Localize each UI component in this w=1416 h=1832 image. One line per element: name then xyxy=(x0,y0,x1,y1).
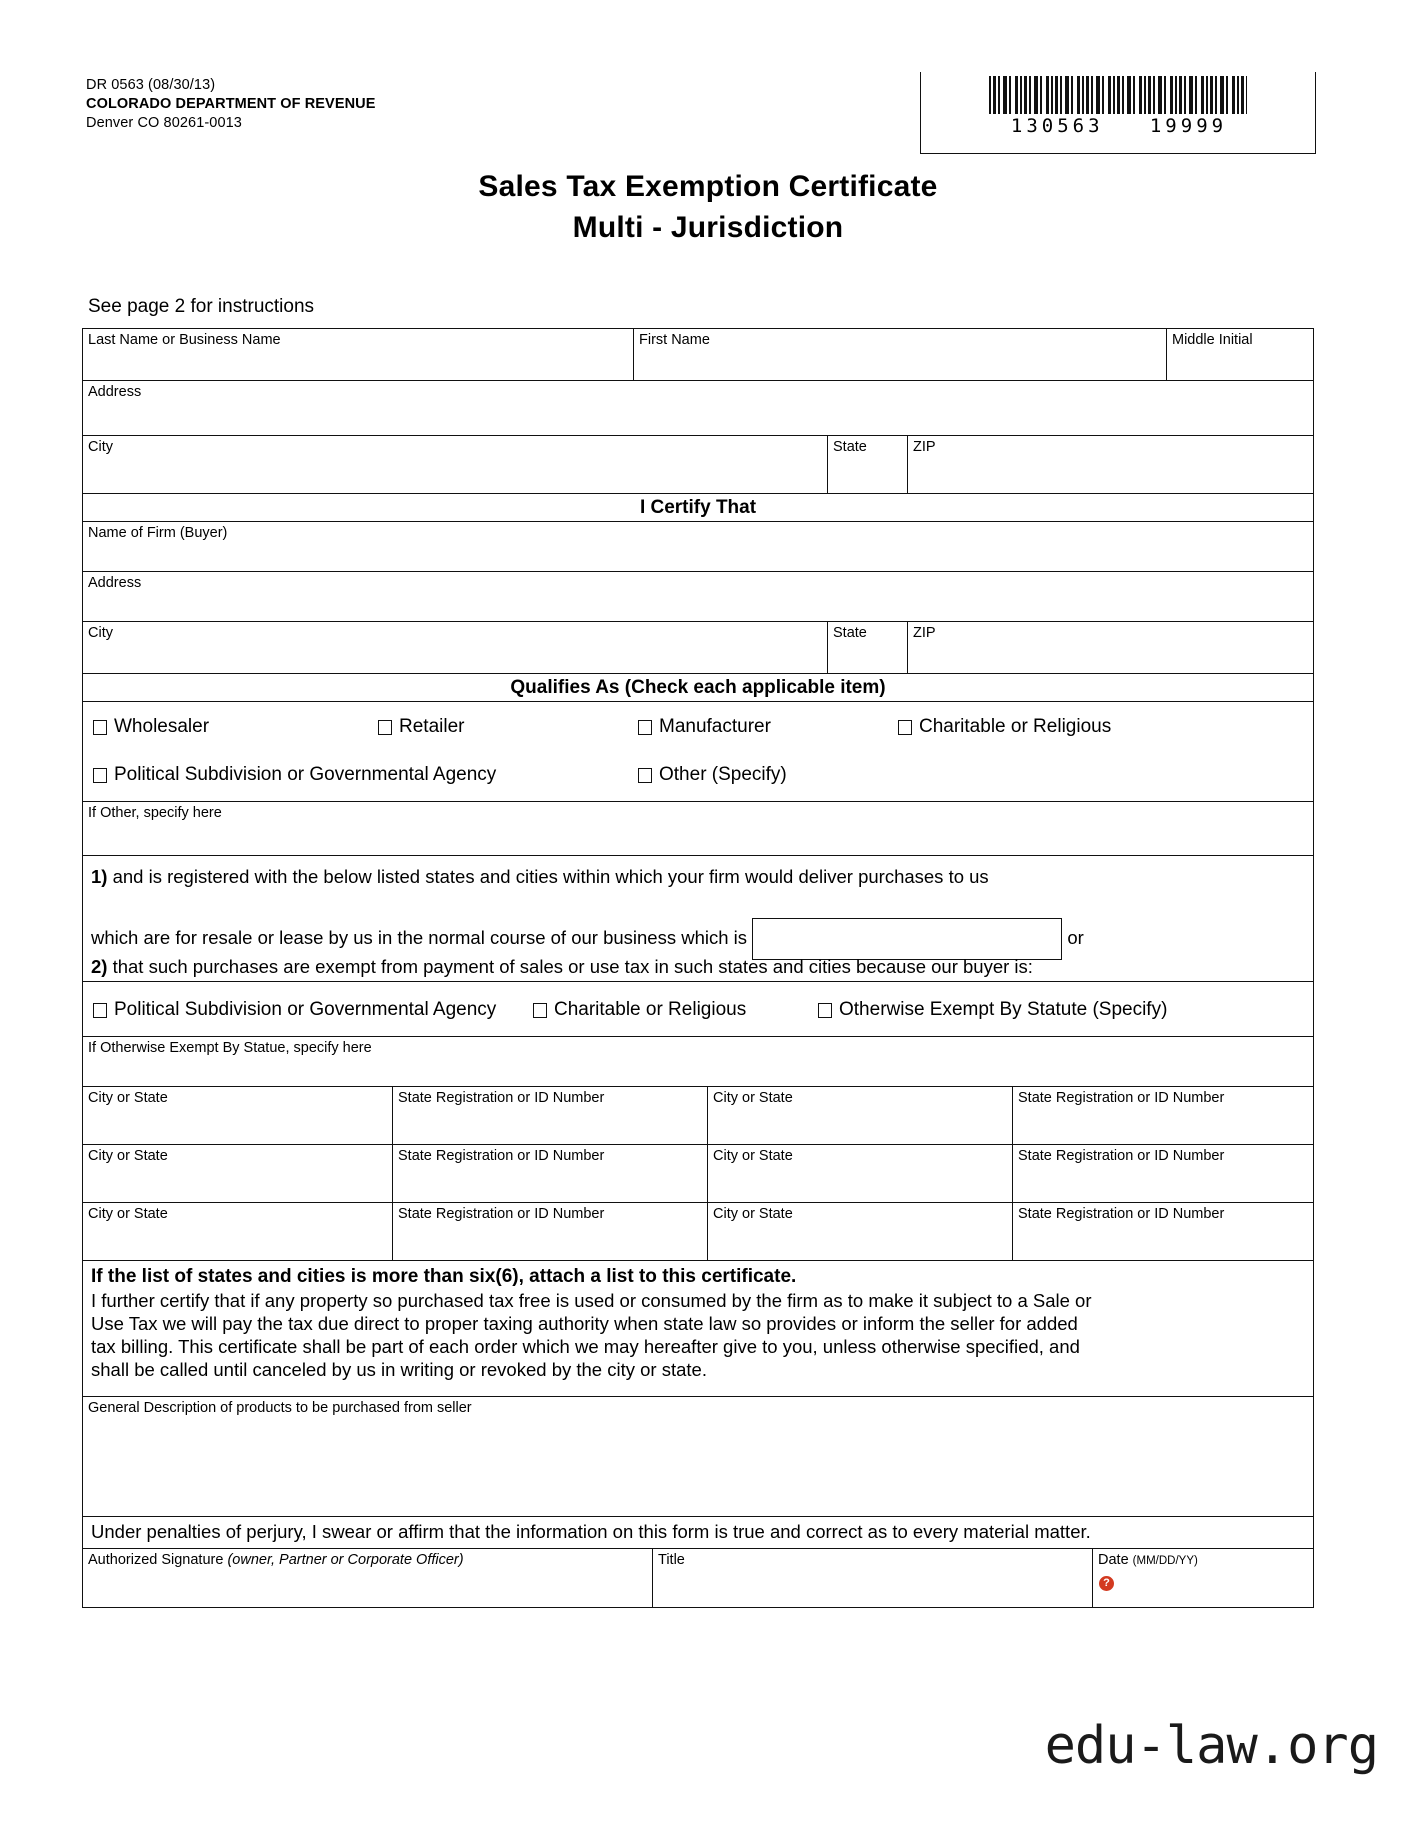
form-id-text: DR 0563 (08/30/13) xyxy=(86,77,216,93)
qualifies-row-2 xyxy=(83,752,1313,802)
general-description-field[interactable] xyxy=(83,1397,1313,1516)
city-or-state-label: City or State xyxy=(713,1148,793,1164)
firm-zip-field[interactable] xyxy=(908,622,1312,673)
page-title-line1: Sales Tax Exemption Certificate xyxy=(478,170,938,203)
barcode-inner xyxy=(989,76,1249,137)
date-field[interactable] xyxy=(1093,1549,1312,1607)
city-or-state-label: City or State xyxy=(88,1090,168,1106)
registration-label: State Registration or ID Number xyxy=(398,1206,605,1222)
city-label: City xyxy=(88,439,113,455)
city-or-state-cell-4[interactable] xyxy=(708,1145,1013,1202)
firm-address-label: Address xyxy=(88,575,142,591)
certification-body-line-2: Use Tax we will pay the tax due direct to proper taxing authority when state law so provides or inform the seller for added xyxy=(91,1313,1078,1334)
checkbox-label: Manufacturer xyxy=(659,716,771,737)
registration-cell-3[interactable] xyxy=(393,1145,708,1202)
checkbox-label: Political Subdivision or Governmental Agency xyxy=(114,999,497,1020)
firm-city-label: City xyxy=(88,625,113,641)
city-or-state-label: City or State xyxy=(88,1148,168,1164)
registration-label: State Registration or ID Number xyxy=(398,1148,605,1164)
firm-city-state-zip-row xyxy=(83,622,1313,674)
firm-name-field[interactable] xyxy=(83,522,1313,571)
checkbox-buyer-political-subdivision[interactable] xyxy=(93,999,496,1021)
date-format-hint: (MM/DD/YY) xyxy=(1132,1555,1198,1567)
clause1-text: and is registered with the below listed states and cities within which your firm would deliver purchases to us xyxy=(107,866,989,887)
city-field[interactable] xyxy=(83,436,828,493)
form-table xyxy=(82,328,1314,1608)
checkbox-icon[interactable] xyxy=(93,720,107,735)
registration-label: State Registration or ID Number xyxy=(1018,1090,1225,1106)
if-otherwise-exempt-field[interactable] xyxy=(83,1037,1313,1086)
firm-state-label: State xyxy=(833,625,867,641)
general-description-label: General Description of products to be purchased from seller xyxy=(88,1400,472,1416)
qualifies-band-row xyxy=(83,674,1313,702)
date-label xyxy=(1098,1551,1312,1570)
checkbox-label: Retailer xyxy=(399,716,465,737)
qualifies-band: Qualifies As (Check each applicable item) xyxy=(510,677,886,698)
registration-label: State Registration or ID Number xyxy=(1018,1206,1225,1222)
checkbox-buyer-charitable-religious[interactable] xyxy=(533,999,746,1021)
certify-band: I Certify That xyxy=(639,497,757,518)
checkbox-buyer-otherwise-exempt[interactable] xyxy=(818,999,1167,1021)
clause2-text: that such purchases are exempt from payment of sales or use tax in such states and cities because our buyer is: xyxy=(107,956,1033,977)
certification-body-line-4: shall be called until canceled by us in writing or revoked by the city or state. xyxy=(91,1359,707,1380)
department-address: Denver CO 80261-0013 xyxy=(86,115,242,131)
checkbox-label: Charitable or Religious xyxy=(919,716,1112,737)
certification-bold-line: If the list of states and cities is more than six(6), attach a list to this certificate. xyxy=(91,1266,797,1287)
zip-label: ZIP xyxy=(913,439,936,455)
city-or-state-label: City or State xyxy=(713,1206,793,1222)
name-row xyxy=(83,329,1313,381)
instructions-note: See page 2 for instructions xyxy=(88,296,315,317)
firm-address-row xyxy=(83,572,1313,622)
last-name-label: Last Name or Business Name xyxy=(88,332,281,348)
first-name-field[interactable] xyxy=(634,329,1167,380)
registration-cell-4[interactable] xyxy=(1013,1145,1312,1202)
watermark: edu-law.org xyxy=(1044,1716,1378,1776)
certification-row xyxy=(83,1261,1313,1397)
city-or-state-cell-3[interactable] xyxy=(83,1145,393,1202)
authorized-signature-label xyxy=(88,1551,652,1569)
firm-city-field[interactable] xyxy=(83,622,828,673)
certification-body-line-1: I further certify that if any property so purchased tax free is used or consumed by the firm as to make it subject to a Sale or xyxy=(91,1290,1092,1311)
state-field[interactable] xyxy=(828,436,908,493)
qualifies-options xyxy=(83,702,1313,801)
city-or-state-label: City or State xyxy=(713,1090,793,1106)
checkbox-charitable-religious[interactable] xyxy=(898,716,1111,738)
clauses-row xyxy=(83,856,1313,982)
checkbox-icon[interactable] xyxy=(818,1003,832,1018)
checkbox-label: Otherwise Exempt By Statute (Specify) xyxy=(839,999,1168,1020)
certification-block xyxy=(83,1261,1313,1396)
buyer-options xyxy=(83,982,1313,1036)
registration-cell-5[interactable] xyxy=(393,1203,708,1260)
barcode-block xyxy=(920,72,1316,154)
checkbox-label: Other (Specify) xyxy=(659,764,787,785)
clause1-line2 xyxy=(91,918,1084,960)
table-row xyxy=(83,1145,1313,1203)
address-row xyxy=(83,381,1313,436)
firm-name-row xyxy=(83,522,1313,572)
clauses-block xyxy=(83,856,1313,982)
city-or-state-cell-2[interactable] xyxy=(708,1087,1013,1144)
city-or-state-label: City or State xyxy=(88,1206,168,1222)
checkbox-retailer[interactable] xyxy=(378,716,464,738)
title-label: Title xyxy=(658,1552,685,1568)
signature-row xyxy=(83,1549,1313,1607)
firm-zip-label: ZIP xyxy=(913,625,936,641)
general-description-row xyxy=(83,1397,1313,1517)
checkbox-icon[interactable] xyxy=(93,768,107,783)
checkbox-icon[interactable] xyxy=(378,720,392,735)
last-name-field[interactable] xyxy=(83,329,634,380)
buyer-options-row xyxy=(83,982,1313,1037)
checkbox-other-specify[interactable] xyxy=(638,764,787,786)
if-other-label: If Other, specify here xyxy=(88,805,222,821)
signature-label-main: Authorized Signature xyxy=(88,1552,228,1568)
city-or-state-cell-6[interactable] xyxy=(708,1203,1013,1260)
checkbox-manufacturer[interactable] xyxy=(638,716,771,738)
page-title xyxy=(0,168,1416,250)
checkbox-icon[interactable] xyxy=(638,720,652,735)
state-label: State xyxy=(833,439,867,455)
firm-state-field[interactable] xyxy=(828,622,908,673)
perjury-row xyxy=(83,1517,1313,1549)
zip-field[interactable] xyxy=(908,436,1312,493)
help-icon[interactable]: ? xyxy=(1099,1576,1114,1591)
certify-band-row xyxy=(83,494,1313,522)
if-otherwise-exempt-row xyxy=(83,1037,1313,1087)
address-label: Address xyxy=(88,384,142,400)
checkbox-icon[interactable] xyxy=(533,1003,547,1018)
qualifies-row-1 xyxy=(83,702,1313,752)
address-field[interactable] xyxy=(83,381,1313,435)
middle-initial-label: Middle Initial xyxy=(1172,332,1253,348)
clause1-line1 xyxy=(91,866,989,888)
if-other-field[interactable] xyxy=(83,802,1313,855)
authorized-signature-field[interactable] xyxy=(83,1549,653,1607)
city-or-state-cell-5[interactable] xyxy=(83,1203,393,1260)
checkbox-icon[interactable] xyxy=(898,720,912,735)
city-or-state-cell-1[interactable] xyxy=(83,1087,393,1144)
city-state-zip-row xyxy=(83,436,1313,494)
if-otherwise-exempt-label: If Otherwise Exempt By Statue, specify here xyxy=(88,1040,372,1056)
document-header xyxy=(86,76,786,133)
registration-label: State Registration or ID Number xyxy=(1018,1148,1225,1164)
if-other-row xyxy=(83,802,1313,856)
registration-label: State Registration or ID Number xyxy=(398,1090,605,1106)
barcode-icon xyxy=(989,76,1247,114)
checkbox-political-subdivision[interactable] xyxy=(93,764,496,786)
checkbox-wholesaler[interactable] xyxy=(93,716,209,738)
certification-body-line-3: tax billing. This certificate shall be part of each order which we may hereafter give to you, unless otherwise specified, and xyxy=(91,1336,1080,1357)
date-label-main: Date xyxy=(1098,1552,1133,1568)
first-name-label: First Name xyxy=(639,332,710,348)
table-row xyxy=(83,1203,1313,1261)
department-name: COLORADO DEPARTMENT OF REVENUE xyxy=(86,96,376,112)
checkbox-label: Charitable or Religious xyxy=(554,999,747,1020)
firm-address-field[interactable] xyxy=(83,572,1313,621)
clause2-line xyxy=(91,956,1033,978)
middle-initial-field[interactable] xyxy=(1167,329,1312,380)
checkbox-label: Wholesaler xyxy=(114,716,210,737)
registration-cell-6[interactable] xyxy=(1013,1203,1312,1260)
registration-cell-1[interactable] xyxy=(393,1087,708,1144)
clause2-number: 2) xyxy=(91,956,108,977)
signature-label-italic: (owner, Partner or Corporate Officer) xyxy=(227,1552,464,1568)
business-type-input[interactable] xyxy=(752,918,1062,960)
registration-cell-2[interactable] xyxy=(1013,1087,1312,1144)
clause1-line2-prefix: which are for resale or lease by us in the normal course of our business which is xyxy=(91,926,748,948)
perjury-statement: Under penalties of perjury, I swear or affirm that the information on this form is true and correct as to every material matter. xyxy=(91,1521,1091,1542)
checkbox-icon[interactable] xyxy=(638,768,652,783)
title-field[interactable] xyxy=(653,1549,1093,1607)
firm-name-label: Name of Firm (Buyer) xyxy=(88,525,228,541)
checkbox-icon[interactable] xyxy=(93,1003,107,1018)
table-row xyxy=(83,1087,1313,1145)
checkbox-label: Political Subdivision or Governmental Agency xyxy=(114,764,497,785)
qualifies-options-row xyxy=(83,702,1313,802)
barcode-number: 130563 19999 xyxy=(1010,115,1228,137)
clause1-line2-suffix: or xyxy=(1067,926,1084,948)
clause1-number: 1) xyxy=(91,866,108,887)
page-title-line2: Multi - Jurisdiction xyxy=(572,211,844,244)
